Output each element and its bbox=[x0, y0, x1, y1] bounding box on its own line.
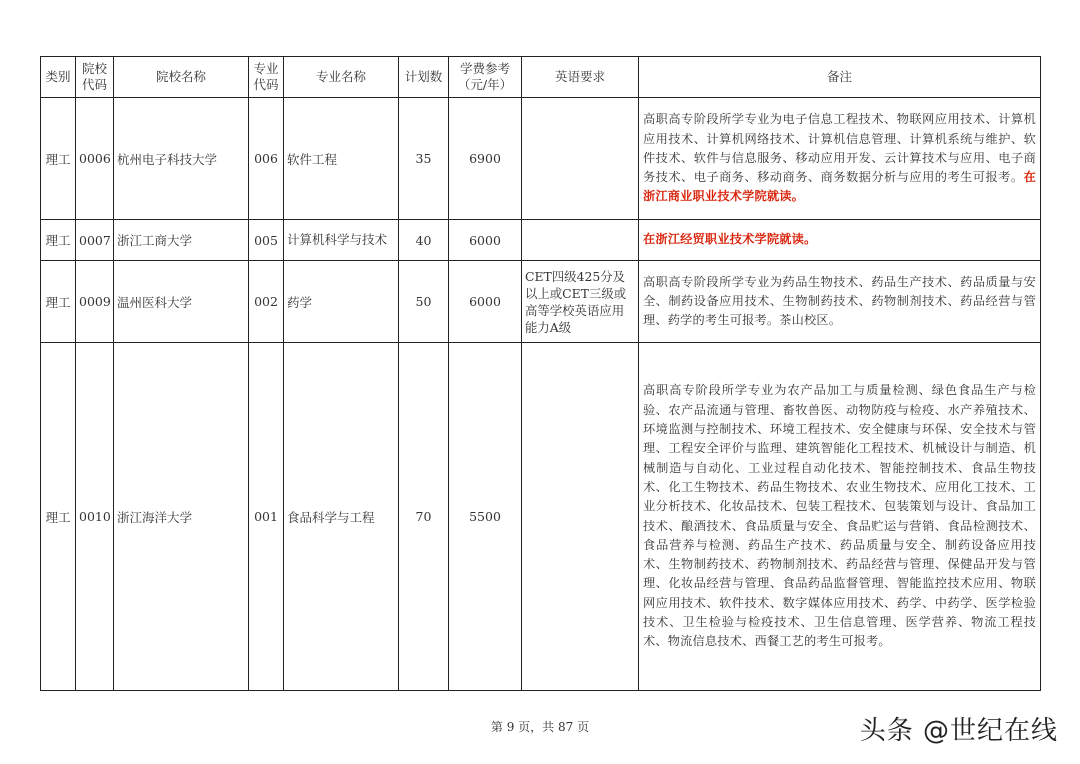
cell-fee: 5500 bbox=[449, 343, 522, 691]
cell-major-code: 006 bbox=[249, 98, 284, 220]
header-plan: 计划数 bbox=[399, 57, 449, 98]
cell-category: 理工 bbox=[41, 343, 76, 691]
cell-fee: 6900 bbox=[449, 98, 522, 220]
note-text: 高职高专阶段所学专业为电子信息工程技术、物联网应用技术、计算机应用技术、计算机网络技术、计算机信息管理、计算机系统与维护、软件技术、软件与信息服务、移动应用开发、云计算技术与应用、电子商务技术、电子商务、移动商务、商务数据分析与应用的考生可报考。 bbox=[643, 112, 1036, 185]
cell-category: 理工 bbox=[41, 220, 76, 261]
cell-school-code: 0006 bbox=[76, 98, 114, 220]
header-fee: 学费参考（元/年） bbox=[449, 57, 522, 98]
note-highlight: 在浙江商业职业技术学院就读。 bbox=[643, 170, 1036, 204]
header-school-name: 院校名称 bbox=[114, 57, 249, 98]
header-major-code: 专业代码 bbox=[249, 57, 284, 98]
cell-major-name: 软件工程 bbox=[284, 98, 399, 220]
cell-fee: 6000 bbox=[449, 220, 522, 261]
note-highlight: 在浙江经贸职业技术学院就读。 bbox=[643, 232, 817, 247]
cell-plan: 50 bbox=[399, 261, 449, 343]
table-row bbox=[41, 98, 1041, 220]
table-row bbox=[41, 220, 1041, 261]
cell-plan: 40 bbox=[399, 220, 449, 261]
note-text: 高职高专阶段所学专业为农产品加工与质量检测、绿色食品生产与检验、农产品流通与管理、畜牧兽医、动物防疫与检疫、水产养殖技术、环境监测与控制技术、环境工程技术、安全健康与环保、安全技术与管理、工程安全评价与监理、建筑智能化工程技术、机械设计与制造、机械制造与自动化、工业过程自动化技术、智能控制技术、食品生物技术、化工生物技术、药品生物技术、农业生物技术、应用化工技术、工业分析技术、化妆品技术、包装工程技术、包装策划与设计、食品加工技术、酿酒技术、食品质量与安全、食品贮运与营销、食品检测技术、食品营养与检测、药品生产技术、药品质量与安全、制药设备应用技术、生物制药技术、药物制剂技术、药品经营与管理、保健品开发与管理、化妆品经营与管理、食品药品监督管理、智能监控技术应用、物联网应用技术、软件技术、数字媒体应用技术、药学、中药学、医学检验技术、卫生检验与检疫技术、卫生信息管理、医学营养、物流工程技术、物流信息技术、西餐工艺的考生可报考。 bbox=[643, 383, 1036, 649]
cell-major-code: 005 bbox=[249, 220, 284, 261]
cell-school-name: 浙江海洋大学 bbox=[114, 343, 249, 691]
header-major-name: 专业名称 bbox=[284, 57, 399, 98]
cell-school-code: 0009 bbox=[76, 261, 114, 343]
cell-major-code: 002 bbox=[249, 261, 284, 343]
cell-major-code: 001 bbox=[249, 343, 284, 691]
cell-major-name: 药学 bbox=[284, 261, 399, 343]
admission-table bbox=[40, 56, 1041, 691]
cell-english bbox=[522, 98, 639, 220]
cell-school-code: 0010 bbox=[76, 343, 114, 691]
header-english: 英语要求 bbox=[522, 57, 639, 98]
cell-note bbox=[639, 98, 1041, 220]
header-row bbox=[41, 57, 1041, 98]
cell-major-name: 计算机科学与技术 bbox=[284, 220, 399, 261]
cell-english bbox=[522, 220, 639, 261]
table-row bbox=[41, 343, 1041, 691]
cell-category: 理工 bbox=[41, 98, 76, 220]
header-school-code: 院校代码 bbox=[76, 57, 114, 98]
cell-major-name: 食品科学与工程 bbox=[284, 343, 399, 691]
note-text: 高职高专阶段所学专业为药品生物技术、药品生产技术、药品质量与安全、制药设备应用技术、生物制药技术、药物制剂技术、药品经营与管理、药学的考生可报考。茶山校区。 bbox=[643, 274, 1036, 328]
cell-note bbox=[639, 220, 1041, 261]
header-note: 备注 bbox=[639, 57, 1041, 98]
cell-school-name: 浙江工商大学 bbox=[114, 220, 249, 261]
watermark: 头条 @世纪在线 bbox=[859, 716, 1058, 746]
cell-plan: 70 bbox=[399, 343, 449, 691]
header-category: 类别 bbox=[41, 57, 76, 98]
cell-school-code: 0007 bbox=[76, 220, 114, 261]
table-row bbox=[41, 261, 1041, 343]
cell-plan: 35 bbox=[399, 98, 449, 220]
cell-note bbox=[639, 343, 1041, 691]
page-footer: 第 9 页，共 87 页 bbox=[490, 720, 590, 734]
cell-fee: 6000 bbox=[449, 261, 522, 343]
cell-english bbox=[522, 343, 639, 691]
cell-category: 理工 bbox=[41, 261, 76, 343]
cell-english: CET四级425分及以上或CET三级或高等学校英语应用能力A级 bbox=[522, 261, 639, 343]
cell-note bbox=[639, 261, 1041, 343]
cell-school-name: 杭州电子科技大学 bbox=[114, 98, 249, 220]
cell-school-name: 温州医科大学 bbox=[114, 261, 249, 343]
